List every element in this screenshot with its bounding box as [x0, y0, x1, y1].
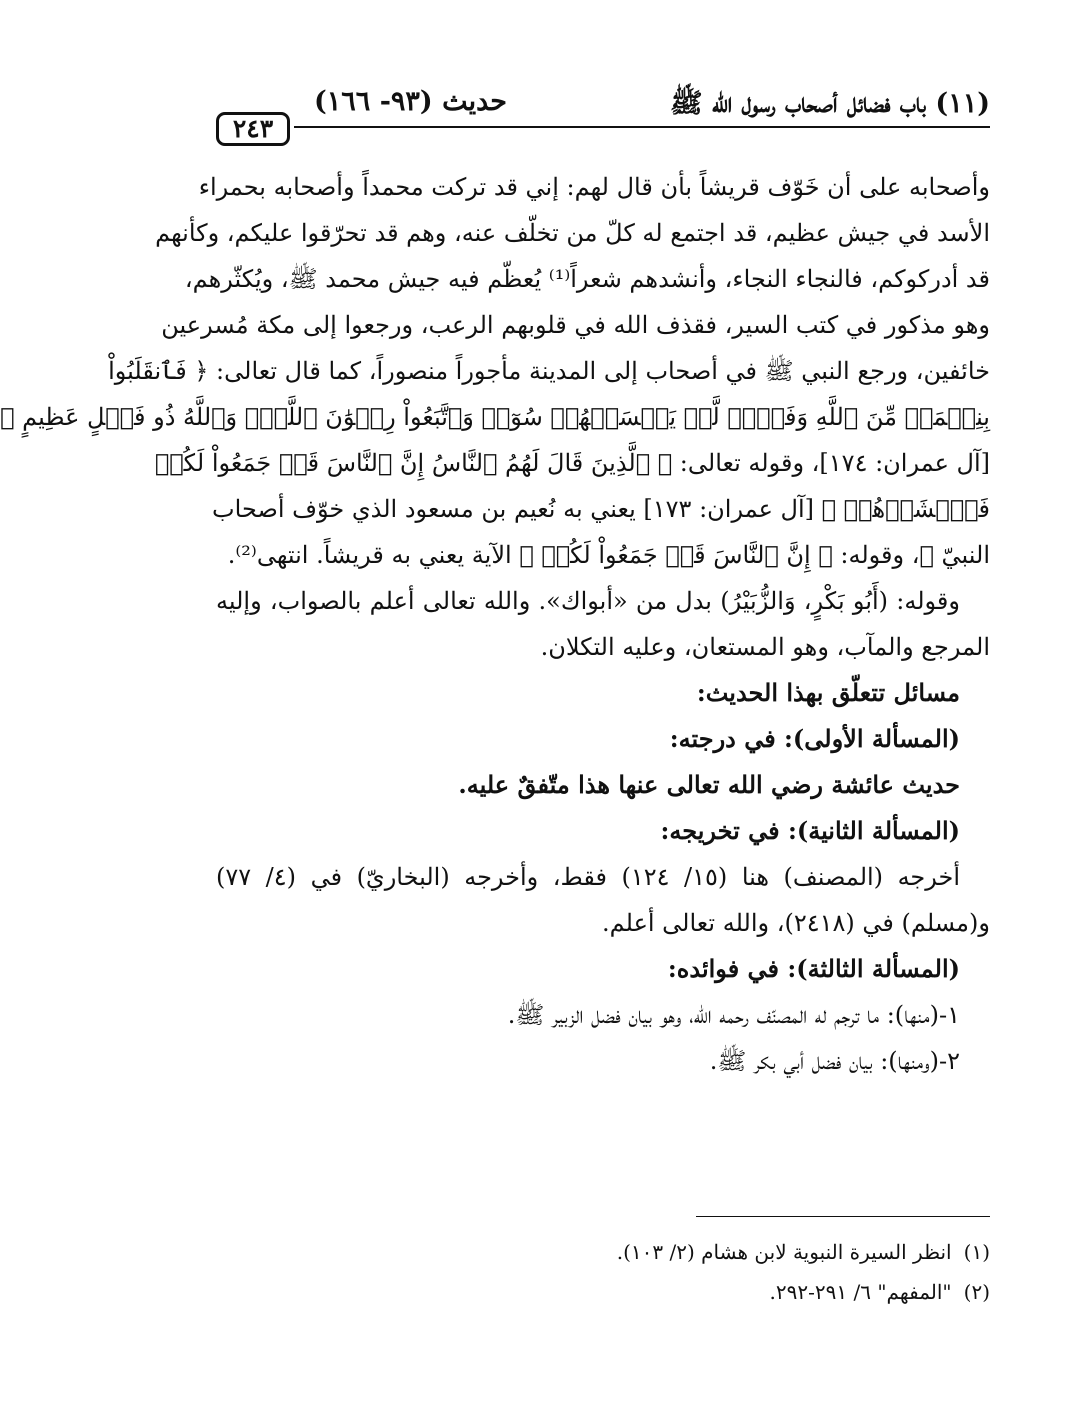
page-number: ٢٤٣ — [216, 112, 290, 146]
chapter-title: (١١) باب فضائل أصحاب رسول الله ﷺ — [669, 88, 990, 119]
text-line: وأصحابه على أن خَوّف قريشاً بأن قال لهم: إني قد تركت محمداً وأصحابه بحمراء — [198, 173, 990, 201]
issue-title: (المسألة الثالثة): في فوائده: — [667, 954, 960, 983]
footnote — [216, 1232, 990, 1272]
text-line: وهو مذكور في كتب السير، فقذف الله في قلوبهم الرعب، ورجعوا إلى مكة مُسرعين — [161, 311, 990, 339]
footnote — [216, 1272, 990, 1312]
text-line: النبيّ ﷺ، وقوله: ﴿ إِنَّ ٱلنَّاسَ قَدۡ جَمَعُواْ لَكُمۡ ﴾ الآية يعني به قريشاً. انتهى⁽²⁾. — [227, 541, 990, 569]
benefit-item: ٢-(ومنها): بيان فضل أبي بكر ﷺ. — [709, 1047, 960, 1075]
main-text — [0, 164, 990, 1084]
issues-heading: مسائل تتعلّق بهذا الحديث: — [696, 678, 960, 707]
header-rule — [294, 126, 990, 128]
issue-title: (المسألة الأولى): في درجته: — [669, 724, 960, 753]
text-line: المرجع والمآب، وهو المستعان، وعليه التكلان. — [540, 633, 990, 661]
footnote-text: "المفهم" ٦/ ٢٩١-٢٩٢. — [769, 1280, 952, 1304]
footnote-rule — [696, 1216, 990, 1217]
issue-text: أخرجه (المصنف) هنا (١٥/ ١٢٤) فقط، وأخرجه (البخاريّ) في (٤/ ٧٧) — [216, 863, 961, 891]
issue-text: حديث عائشة رضي الله تعالى عنها هذا متّفقٌ عليه. — [458, 770, 960, 799]
text-line: الأسد في جيش عظيم، قد اجتمع له كلّ من تخلّف عنه، وهم قد تحرّقوا عليكم، وكأنهم — [155, 219, 990, 247]
footnote-text: انظر السيرة النبوية لابن هشام (٢/ ١٠٣). — [616, 1240, 952, 1264]
text-line: خائفين، ورجع النبي ﷺ في أصحاب إلى المدينة مأجوراً منصوراً، كما قال تعالى: ﴿ فَٱنقَلَبُواْ — [108, 357, 990, 385]
footnotes — [216, 1232, 990, 1312]
text-line: قد أدركوكم، فالنجاء النجاء، وأنشدهم شعراً⁽¹⁾ يُعظّم فيه جيش محمد ﷺ، ويُكثّرهم، — [184, 265, 990, 293]
text-line: فَٱخۡشَوۡهُمۡ ﴾ [آل عمران: ١٧٣] يعني به نُعيم بن مسعود الذي خوّف أصحاب — [212, 495, 990, 523]
issue-text: و(مسلم) في (٢٤١٨)، والله تعالى أعلم. — [602, 909, 990, 937]
footnote-number: (١) — [963, 1240, 990, 1264]
hadith-range: حديث (٩٣- ١٦٦) — [314, 86, 507, 117]
quran-line: بِنِعۡمَةٖ مِّنَ ٱللَّهِ وَفَضۡلٖ لَّمۡ يَمۡسَسۡهُمۡ سُوٓءٞ وَٱتَّبَعُواْ رِضۡوَٰنَ ٱللَّهِۗ وَٱللَّهُ ذُو فَضۡلٍ عَظِيمٍ ﴾ — [0, 403, 990, 431]
text-line: [آل عمران: ١٧٤]، وقوله تعالى: ﴿ ٱلَّذِينَ قَالَ لَهُمُ ٱلنَّاسُ إِنَّ ٱلنَّاسَ قَدۡ جَمَعُواْ لَكُمۡ — [154, 449, 990, 477]
issue-title: (المسألة الثانية): في تخريجه: — [660, 816, 960, 845]
footnote-number: (٢) — [963, 1280, 990, 1304]
text-line: وقوله: (أَبُو بَكْرٍ، وَالزُّبَيْرُ) بدل من «أبواك». والله تعالى أعلم بالصواب، وإليه — [216, 587, 960, 615]
page-header — [216, 86, 990, 130]
benefit-item: ١-(منها): ما ترجم له المصنّف رحمه الله، وهو بيان فضل الزبير ﷺ. — [507, 1001, 960, 1029]
